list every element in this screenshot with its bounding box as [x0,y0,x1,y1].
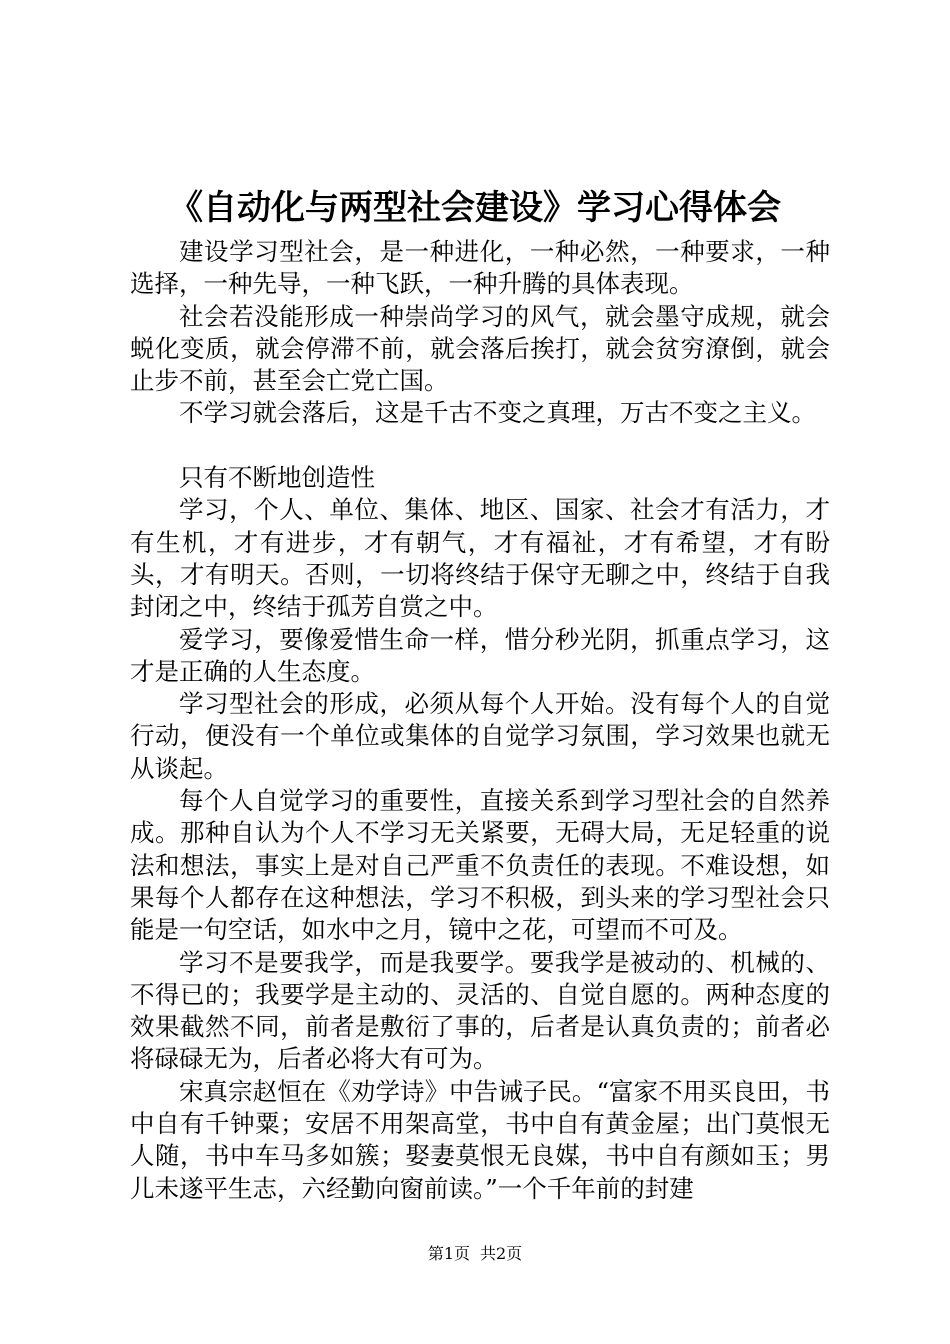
page-number: 第1页 [427,1244,470,1263]
paragraph: 学习，个人、单位、集体、地区、国家、社会才有活力，才有生机，才有进步，才有朝气，才有福祉，才有希望，才有盼头，才有明天。否则，一切将终结于保守无聊之中，终结于自我封闭之中，终结于孤芳自赏之中。 [130,495,830,622]
paragraph: 学习不是要我学，而是我要学。要我学是被动的、机械的、不得已的；我要学是主动的、灵活的、自觉自愿的。两种态度的效果截然不同，前者是敷衍了事的，后者是认真负责的；前者必将碌碌无为，后者必将大有可为。 [130,947,830,1074]
paragraph: 不学习就会落后，这是千古不变之真理，万古不变之主义。 [179,398,816,428]
paragraph: 爱学习，要像爱惜生命一样，惜分秒光阴，抓重点学习，这才是正确的人生态度。 [130,624,830,686]
document-body [130,236,830,1205]
paragraph: 宋真宗赵恒在《劝学诗》中告诫子民。“富家不用买良田，书中自有千钟粟；安居不用架高堂，书中自有黄金屋；出门莫恨无人随，书中车马多如簇；娶妻莫恨无良媒，书中自有颜如玉；男儿未遂平生志，六经勤向窗前读。”一个千年前的封建 [130,1076,830,1203]
paragraph: 学习型社会的形成，必须从每个人开始。没有每个人的自觉行动，便没有一个单位或集体的自觉学习氛围，学习效果也就无从谈起。 [130,689,830,783]
page-footer [0,1243,950,1265]
paragraph: 社会若没能形成一种崇尚学习的风气，就会墨守成规，就会蜕化变质，就会停滞不前，就会落后挨打，就会贫穷潦倒，就会止步不前，甚至会亡党亡国。 [130,301,830,396]
paragraph: 每个人自觉学习的重要性，直接关系到学习型社会的自然养成。那种自认为个人不学习无关紧要，无碍大局，无足轻重的说法和想法，事实上是对自己严重不负责任的表现。不难设想，如果每个人都存在这种想法，学习不积极，到头来的学习型社会只能是一句空话，如水中之月，镜中之花，可望而不可及。 [130,786,830,945]
paragraph: 只有不断地创造性 [179,463,375,493]
paragraph: 建设学习型社会，是一种进化，一种必然，一种要求，一种选择，一种先导，一种飞跃，一种升腾的具体表现。 [130,237,830,299]
document-title: 《自动化与两型社会建设》学习心得体会 [169,188,781,228]
page-total: 共2页 [480,1244,523,1263]
